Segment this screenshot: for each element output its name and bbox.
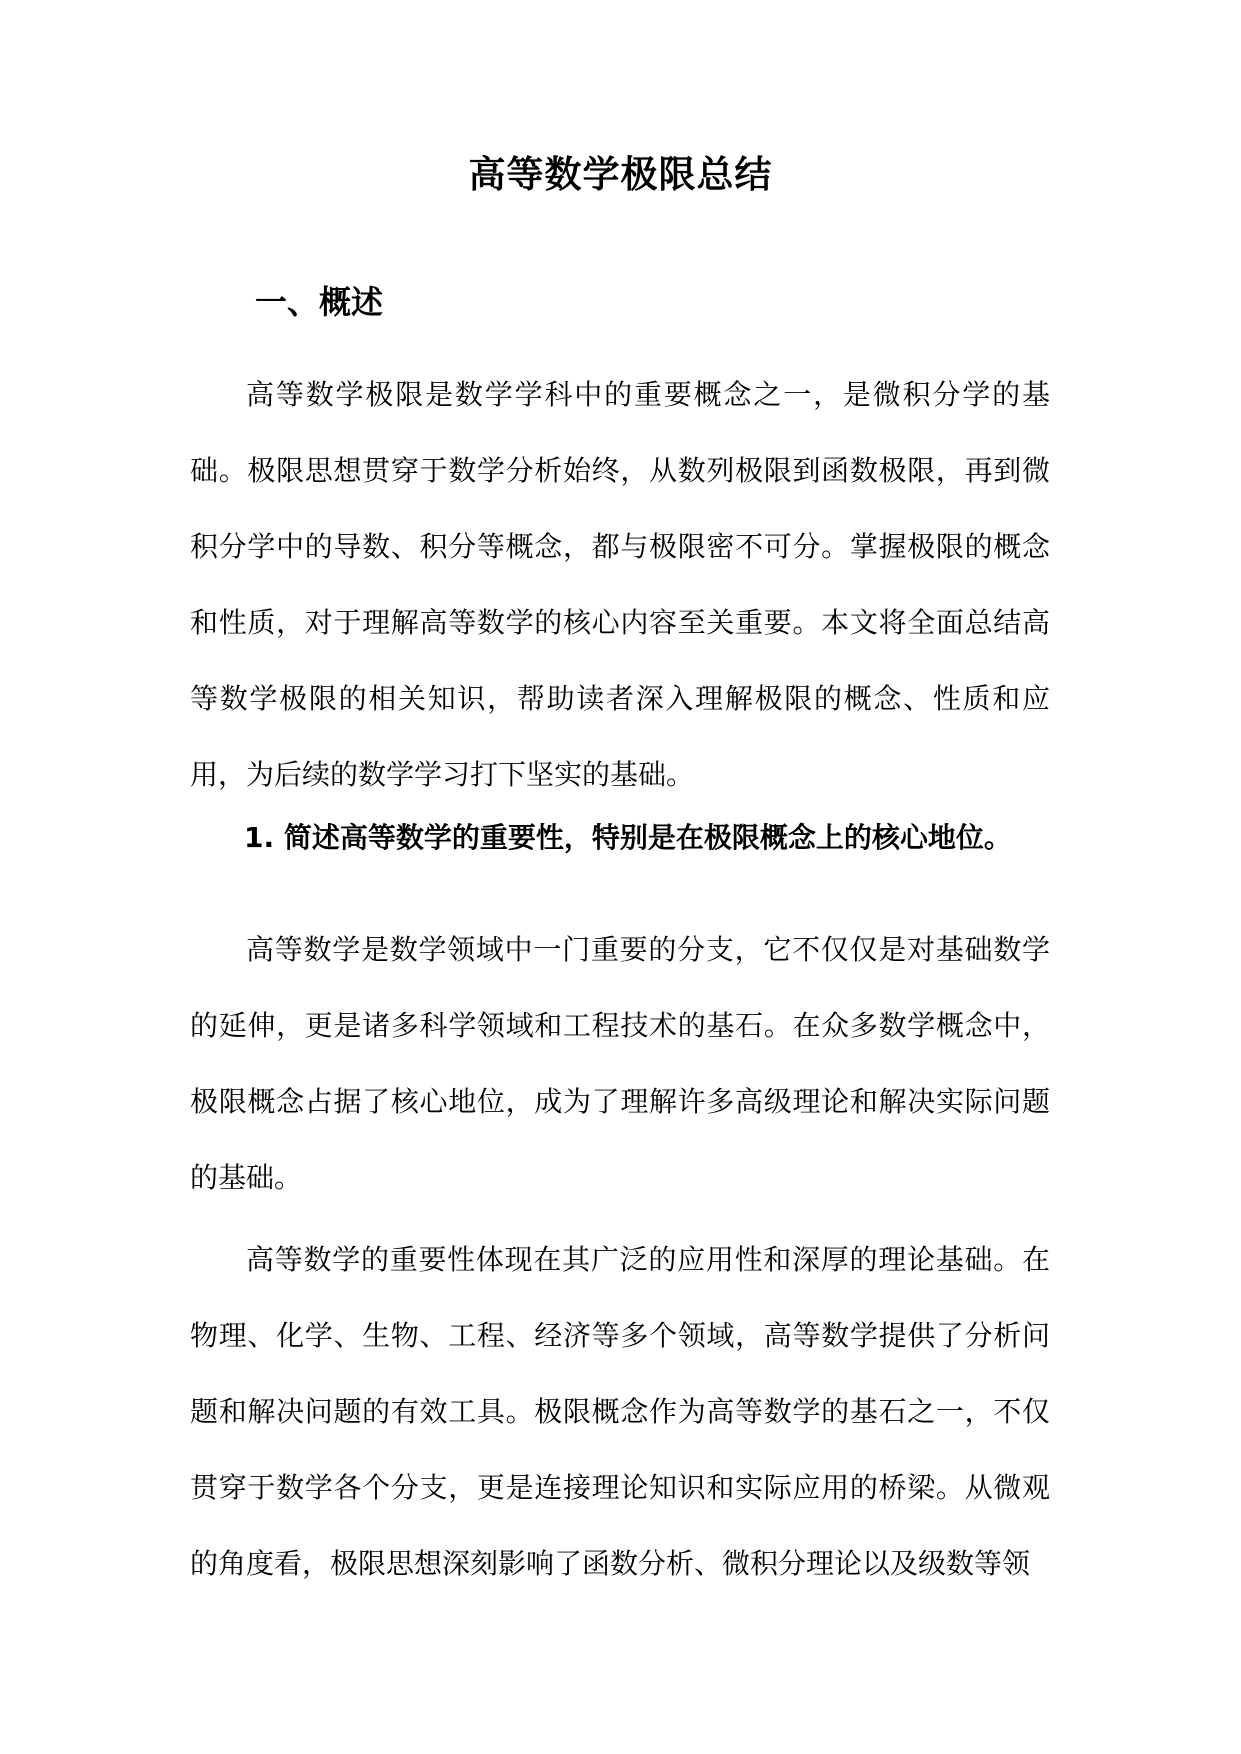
importance-paragraph-1: 高等数学是数学领域中一门重要的分支，它不仅仅是对基础数学的延伸，更是诸多科学领域和工程技术的基石。在众多数学概念中，极限概念占据了核心地位，成为了理解许多高级理论和解决实际问题的基础。 <box>190 933 1050 1194</box>
subsection-heading-importance: 1. 简述高等数学的重要性，特别是在极限概念上的核心地位。 <box>244 821 1012 854</box>
section-heading-overview: 一、概述 <box>255 283 384 321</box>
document-title: 高等数学极限总结 <box>468 153 773 196</box>
importance-paragraph-2: 高等数学的重要性体现在其广泛的应用性和深厚的理论基础。在物理、化学、生物、工程、经济等多个领域，高等数学提供了分析问题和解决问题的有效工具。极限概念作为高等数学的基石之一，不仅贯穿于数学各个分支，更是连接理论知识和实际应用的桥梁。从微观的角度看，极限思想深刻影响了函数分析、微积分理论以及级数等领 <box>190 1243 1050 1580</box>
overview-paragraph: 高等数学极限是数学学科中的重要概念之一，是微积分学的基础。极限思想贯穿于数学分析始终，从数列极限到函数极限，再到微积分学中的导数、积分等概念，都与极限密不可分。掌握极限的概念和性质，对于理解高等数学的核心内容至关重要。本文将全面总结高等数学极限的相关知识，帮助读者深入理解极限的概念、性质和应用，为后续的数学学习打下坚实的基础。 <box>190 378 1050 791</box>
